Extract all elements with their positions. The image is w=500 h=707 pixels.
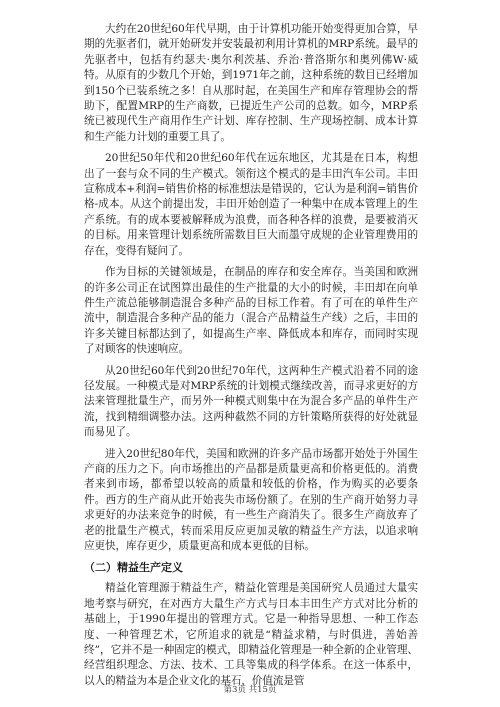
paragraph-mrp-history: 大约在20世纪60年代早期，由于计算机功能开始变得更加合算，早期的先驱者们，就开始研发并安装最初利用计算机的MRP系统。最早的先驱者中，包括有约瑟夫·奥尔利茨基、乔治·普洛斯尔和奥列佛W·威特。从原有的少数几个开始，到1971年之前，这种系统的数目已经增加到150个已装系统之多！自从那时起，在美国生产和库存管理协会的帮助下，配置MRP的生产商数，已提近生产公司的总数。如今，MRP系统已被现代生产商用作生产计划、库存控制、生产现场控制、成本计算和生产能力计划的重要工具了。 bbox=[84, 23, 418, 143]
paragraph-toyota-model: 20世纪50年代和20世纪60年代在远东地区，尤其是在日本，构想出了一套与众不同的生产模式。领衔这个模式的是丰田汽车公司。丰田宣称成本+利润=销售价格的标准想法是错误的，它认为是利润=销售价格-成本。从这个前提出发，丰田开始创造了一种集中在成本管理上的生产系统。有的成本要被解释成为浪费，而各种各样的浪费，是要被消灭的目标。用来管理计划系统所需数目巨大而墨守成规的企业管理费用的存在，变得有疑问了。 bbox=[84, 152, 418, 257]
paragraph-1980s: 进入20世纪80年代，美国和欧洲的许多产品市场都开始处于外国生产商的压力之下。向市场推出的产品都是质量更高和价格更低的。消费者来到市场，都希望以较高的质量和较低的价格，作为购买的必要条件。西方的生产商从此开始丧失市场份额了。在别的生产商开始努力寻求更好的办法来竞争的时候，有一些生产商消失了。很多生产商放弃了老的批量生产模式，转而采用反应更加灵敏的精益生产方法，以追求响应更快，库存更少，质量更高和成本更低的目标。 bbox=[84, 447, 418, 552]
page-footer: 第3页 共15页 bbox=[223, 685, 277, 695]
paragraph-definition: 精益化管理源于精益生产，精益化管理是美国研究人员通过大量实地考察与研究，在对西方大量生产方式与日本丰田生产方式对比分析的基础上，于1990年提出的管理方式。它是一种指导思想、一种工作态度、一种管理艺术，它所追求的就是“精益求精，与时俱进，善始善终”，它并不是一种固定的模式，即精益化管理是一种全新的企业管理、经营组织理念、方法、技术、工具等集成的科学体系。在这一体系中，以人的精益为本是企业文化的基石，价值流是管 bbox=[84, 582, 418, 687]
paragraph-key-areas: 作为目标的关键领域是，在制品的库存和安全库存。当美国和欧洲的许多公司正在试图算出最佳的生产批量的大小的时候，丰田却在向单件生产流总能够制造混合多种产品的目标工作着。有了可在的单件生产流中，制造混合多种产品的能力（混合产品精益生产线）之后，丰田的许多关键目标都达到了，如提高生产率、降低成本和库存，而同时实现了对顾客的快速响应。 bbox=[84, 266, 418, 356]
page-body bbox=[84, 22, 418, 695]
paragraph-two-paths: 从20世纪60年代到20世纪70年代，这两种生产模式沿着不同的途径发展。一种模式是对MRP系统的计划模式继续改善，而寻求更好的方法来管理批量生产，而另外一种模式则集中在为混合多产品的单件生产流，找到精细调整办法。这两种截然不同的方针策略所获得的好处就显而易见了。 bbox=[84, 364, 418, 439]
section-heading: （二）精益生产定义 bbox=[84, 561, 183, 575]
